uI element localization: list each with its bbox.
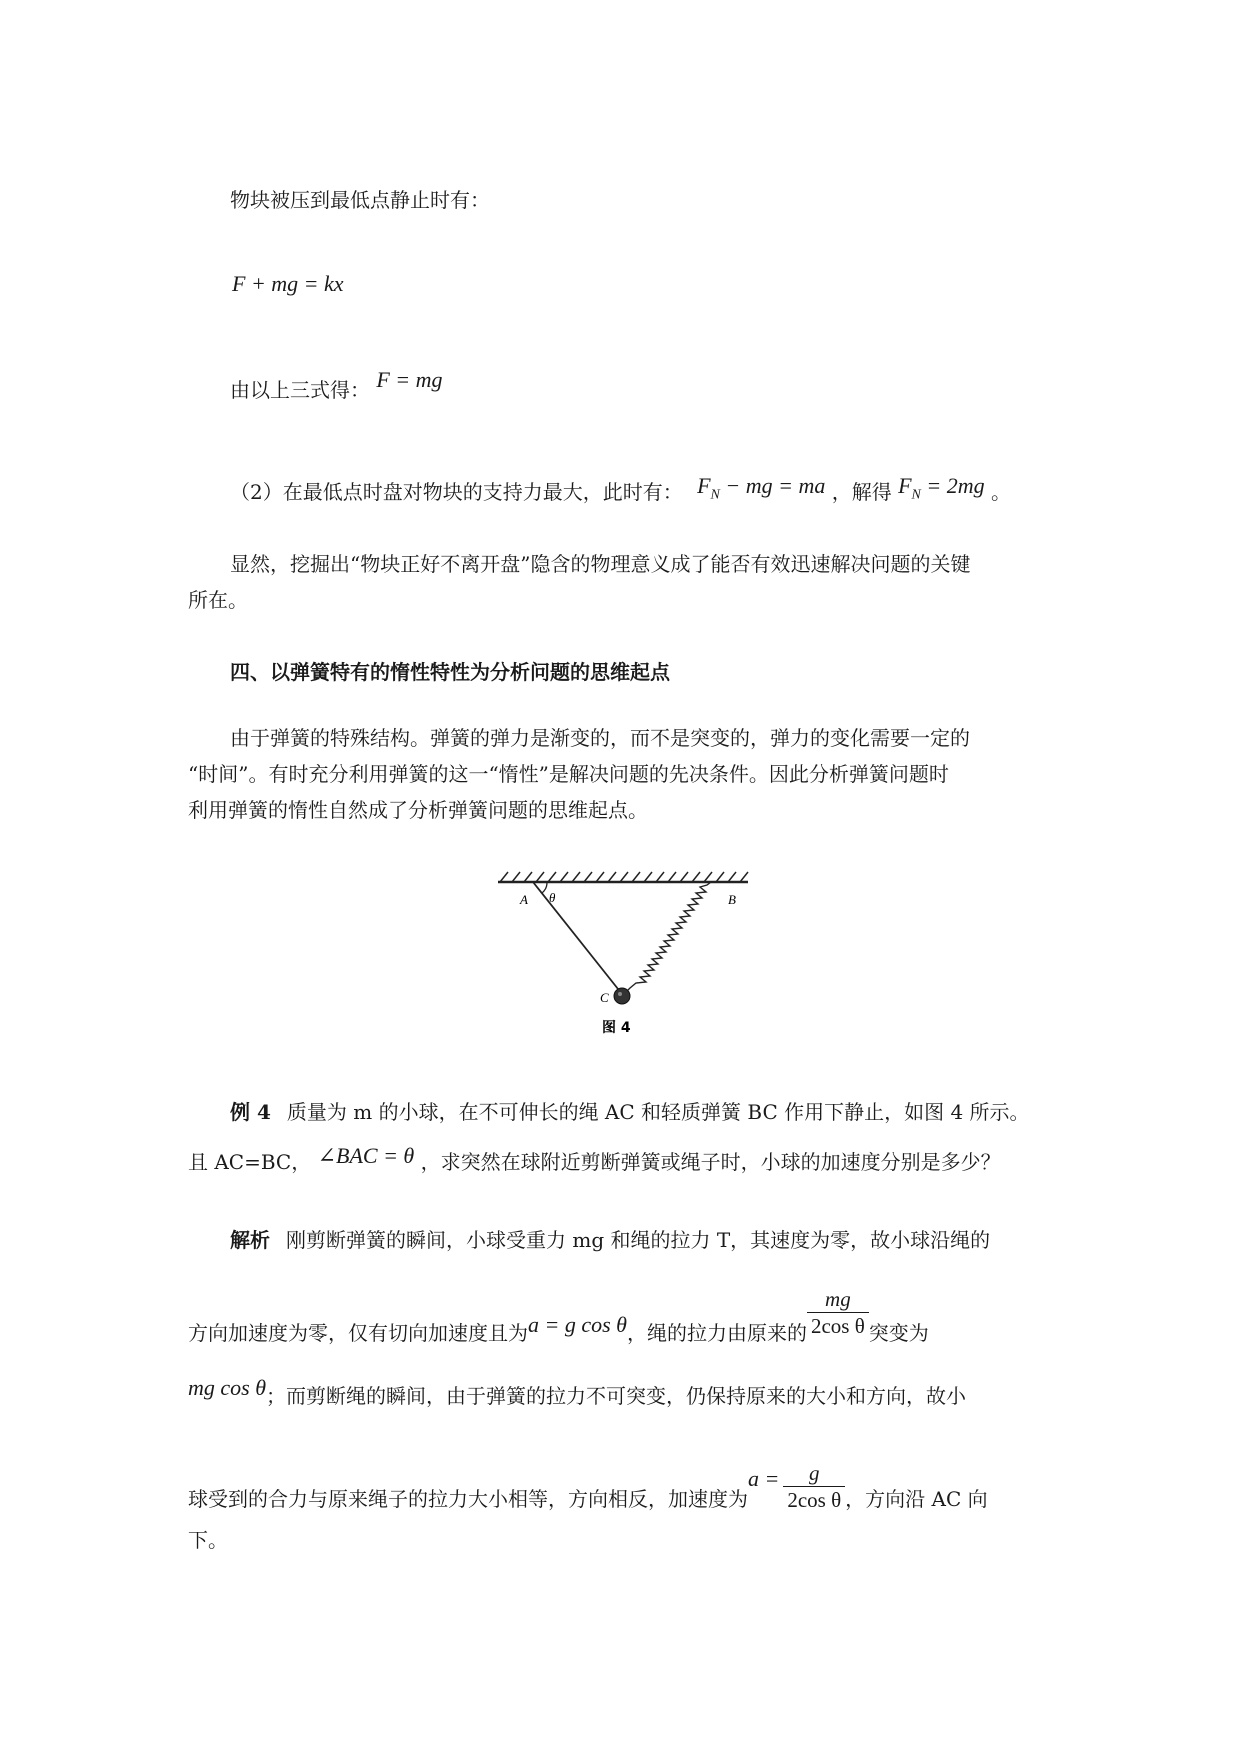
ball-c (614, 988, 630, 1004)
solution-accel-lhs: a = (748, 1466, 780, 1491)
paragraph-inertia-line2: “时间”。有时充分利用弹簧的这一“惰性”是解决问题的先决条件。因此分析弹簧问题时 (188, 762, 949, 786)
spring-bc (626, 882, 711, 992)
solution-tension-fraction: $\frac{mg}{\text{2cos θ}}$ (807, 1286, 869, 1339)
solution-new-tension-formula: mg cos θ (188, 1375, 267, 1400)
rope-ac (533, 882, 622, 994)
example-line2-prefix: 且 AC=BC， (188, 1150, 312, 1174)
solution-accel-formula: a = g cos θ (528, 1312, 627, 1337)
support-result-formula: $F_N = 2mg$ (898, 473, 985, 503)
angle-arc (542, 882, 547, 893)
example-line2-suffix: ，求突然在球附近剪断弹簧或绳子时，小球的加速度分别是多少？ (420, 1150, 1001, 1174)
solution-line2-mid: ，绳的拉力由原来的 (626, 1321, 807, 1345)
example-label: 例 4 (230, 1100, 271, 1124)
solution-line2-suffix: 突变为 (868, 1321, 929, 1345)
paragraph-lowest-point: 物块被压到最低点静止时有： (230, 188, 490, 212)
solution-line2 (188, 1287, 929, 1361)
example-angle-formula: ∠BAC = θ (317, 1143, 415, 1168)
section-heading: 四、以弹簧特有的惰性特性为分析问题的思维起点 (230, 660, 670, 684)
paragraph-key-line1: 显然，挖掘出“物块正好不离开盘”隐含的物理意义成了能否有效迅速解决问题的关键 (230, 552, 971, 576)
figure-caption: 图 4 (602, 1020, 631, 1036)
ceiling-hatching (500, 872, 748, 882)
support-suffix: 。 (990, 480, 1011, 504)
result-formula: F = mg (376, 367, 443, 392)
ball-highlight (618, 992, 622, 996)
label-a: A (520, 892, 528, 907)
solution-line4-suffix: ，方向沿 AC 向 (845, 1487, 988, 1511)
solution-line5: 下。 (188, 1528, 228, 1552)
solution-line3 (188, 1375, 967, 1412)
solution-line4 (188, 1461, 988, 1527)
label-c: C (600, 990, 609, 1005)
result-prefix: 由以上三式得： (230, 378, 370, 402)
paragraph-support-force (230, 473, 1011, 517)
solution-line3-text: ；而剪断绳的瞬间，由于弹簧的拉力不可突变，仍保持原来的大小和方向，故小 (266, 1384, 967, 1408)
example-line1 (230, 1096, 1030, 1128)
paragraph-result (230, 367, 443, 406)
solution-label: 解析 (230, 1228, 270, 1252)
label-theta: θ (549, 890, 556, 905)
example-line2 (188, 1143, 1001, 1178)
example-text1: 质量为 m 的小球，在不可伸长的绳 AC 和轻质弹簧 BC 作用下静止，如图 4 所示。 (286, 1100, 1030, 1124)
solution-line4-prefix: 球受到的合力与原来绳子的拉力大小相等，方向相反，加速度为 (188, 1487, 748, 1511)
paragraph-key-line2: 所在。 (188, 588, 248, 612)
figure-spring-rope (490, 860, 760, 1040)
paragraph-inertia-line1: 由于弹簧的特殊结构。弹簧的弹力是渐变的，而不是突变的，弹力的变化需要一定的 (230, 726, 970, 750)
solution-text1: 刚剪断弹簧的瞬间，小球受重力 mg 和绳的拉力 T，其速度为零，故小球沿绳的 (286, 1228, 991, 1252)
support-prefix: （2）在最低点时盘对物块的支持力最大，此时有： (230, 480, 683, 504)
solution-accel-fraction: $\frac{g}{\text{2cos θ}}$ (783, 1460, 845, 1513)
equation-force-balance: F + mg = kx (232, 271, 344, 296)
solution-line2-prefix: 方向加速度为零，仅有切向加速度且为 (188, 1321, 528, 1345)
support-mid: ，解得 (831, 480, 892, 504)
label-b: B (728, 892, 736, 907)
support-formula: $F_N$ − mg = ma (697, 473, 826, 503)
solution-line1 (230, 1224, 990, 1256)
paragraph-inertia-line3: 利用弹簧的惰性自然成了分析弹簧问题的思维起点。 (188, 798, 648, 822)
